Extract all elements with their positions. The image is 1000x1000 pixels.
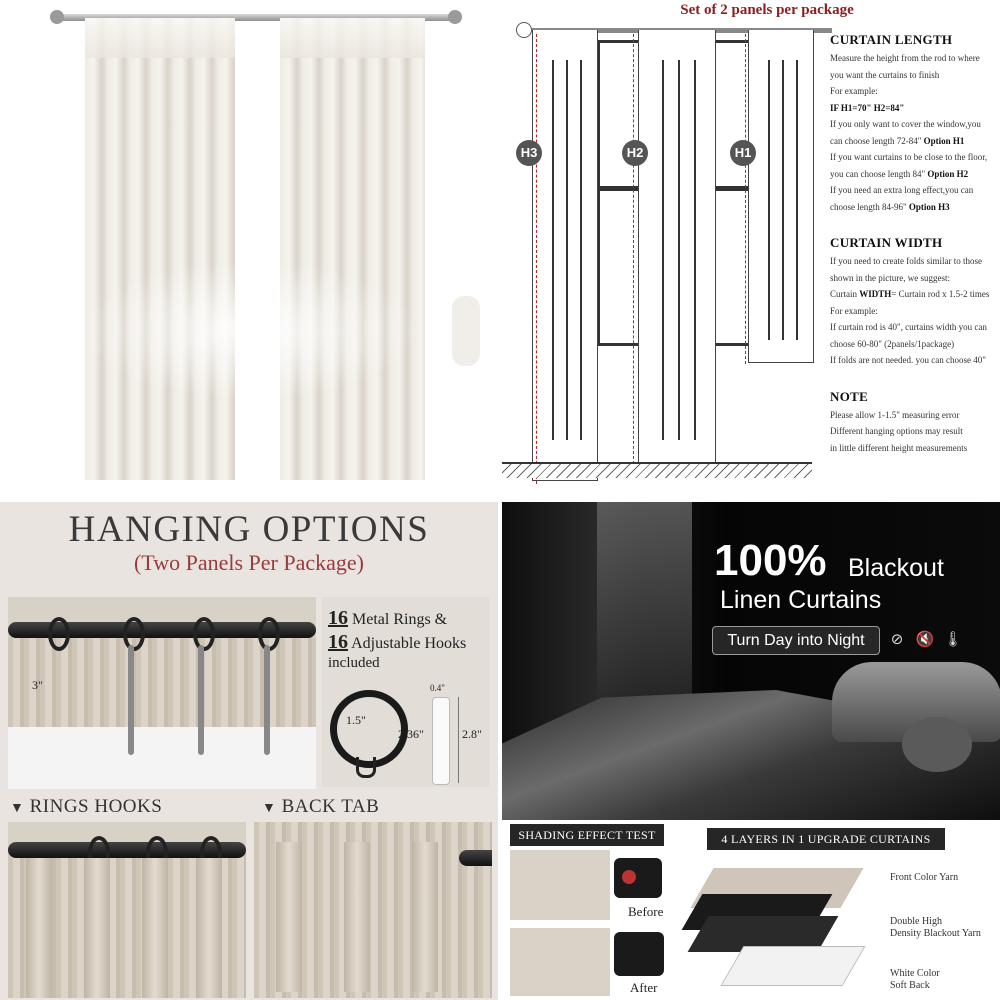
fold-line [552,60,554,440]
soft-back-layer [720,946,865,986]
rings-line [328,607,447,630]
curtain-h2 [638,30,716,463]
size-guide-text [830,30,1000,456]
measure-line-h2 [633,34,634,464]
fold-line [678,60,680,440]
measure-line-h1 [745,34,746,364]
pleat [344,842,370,992]
option-h3: Option H3 [908,201,950,212]
hook [264,645,270,755]
guide-line: Curtain [830,289,857,299]
size-guide-panel [502,0,1000,498]
note-heading: NOTE [830,388,869,404]
mute-icon: 🔇 [915,630,935,648]
fold-line [566,60,568,440]
guide-line: Different hanging options may result [830,426,963,436]
rings-hooks-heading [10,796,162,818]
hook-dimension-line [458,697,459,783]
guide-line: Please allow 1-1.5" measuring error [830,409,960,420]
curtain-width-heading: CURTAIN WIDTH [830,235,943,250]
pleat [84,858,110,998]
rod-finial-right [448,10,462,24]
eye-off-icon: ⊘ [890,630,904,648]
curtain-length-heading: CURTAIN LENGTH [830,32,953,47]
fold-line [782,60,784,340]
package-title: Set of 2 panels per package [680,2,854,18]
pleat [26,858,52,998]
pleat [142,858,168,998]
hooks-line [328,631,466,654]
hook-width-label: 0.4" [430,683,445,693]
window-light [597,502,692,702]
black-rod-end [459,850,492,866]
product-photo-panel [0,0,498,498]
pleat-detail-swatch [452,296,480,366]
hooks-count: 16 [328,631,348,653]
hanging-options-subtitle: (Two Panels Per Package) [133,550,364,575]
width-keyword: WIDTH [859,289,892,299]
guide-line: If curtain rod is 40", curtains width you can [830,322,987,332]
soft-back-label-1: White Color [890,968,940,979]
rings-hooks-label: RINGS HOOKS [29,796,163,817]
shading-test-heading: SHADING EFFECT TEST [510,824,664,846]
hanging-options-title: HANGING OPTIONS [68,509,430,550]
hook [128,645,134,755]
guide-line: you can choose length 84" [830,168,926,179]
hooks-text: Adjustable Hooks [351,635,467,652]
metal-ring [48,617,70,651]
triangle-marker-icon: ▼ [10,801,25,816]
hardware-info-box [322,597,490,787]
dim-3-label: 3" [32,678,43,692]
rings-text: Metal Rings & [352,611,448,628]
back-tab-photo [254,822,492,998]
soft-back-label-2: Soft Back [890,980,930,991]
hook [198,645,204,755]
back-tab-label: BACK TAB [281,796,380,817]
pleat [276,842,302,992]
rings-closeup-photo [8,597,316,789]
guide-line: Measure the height from the rod to where [830,53,980,63]
flashlight-off [614,932,664,976]
example-values: IF H1=70" H2=84" [830,102,905,113]
fold-line [694,60,696,440]
sleeping-person [902,717,972,772]
guide-line: in little different height measurements [830,442,968,453]
guide-line: shown in the picture, we suggest: [830,272,950,283]
headline-linen-curtains: Linen Curtains [720,586,882,614]
h3-badge: H3 [516,140,542,166]
thermometer-icon: 🌡 [943,630,963,648]
option-h1: Option H1 [923,135,965,146]
h1-badge: H1 [730,140,756,166]
fold-line [796,60,798,340]
guide-line: If you need an extra long effect,you can [830,185,974,195]
guide-line: can choose length 72-84" [830,135,922,146]
option-h2: Option H2 [927,168,969,179]
hook-illustration [432,697,450,785]
after-swatch [510,928,610,996]
metal-ring [193,617,215,651]
tagline-badge: Turn Day into Night [712,626,880,655]
flashlight [614,858,662,898]
rings-count: 16 [328,607,348,629]
ring-clip [356,757,376,778]
metal-ring [123,617,145,651]
floor [502,462,812,478]
fold-line [662,60,664,440]
guide-line: If you need to create folds similar to those [830,256,982,266]
guide-line: = Curtain rod x 1.5-2 times [891,289,990,299]
curtain-h1 [748,30,814,363]
double-density-label-2: Density Blackout Yarn [890,928,981,939]
h2-badge: H2 [622,140,648,166]
guide-line: choose length 84-96" [830,201,907,212]
curtain-panel-right [280,18,425,480]
triangle-marker-icon: ▼ [262,801,277,816]
guide-line: If folds are not needed. you can choose 40" [830,355,986,365]
curtain-panel-left [85,18,235,480]
blackout-panel [502,502,1000,1000]
grommet-ring [516,22,532,38]
layers-heading: 4 LAYERS IN 1 UPGRADE CURTAINS [707,828,945,850]
before-label: Before [628,904,664,919]
hook-height-label: 2.8" [462,727,482,741]
double-density-label-1: Double High [890,916,942,927]
pleat [196,858,222,998]
hanging-options-panel [0,502,498,1000]
guide-line: you want the curtains to finish [830,69,940,80]
guide-line: choose 60-80" (2panels/1package) [830,338,955,349]
curtain-h3 [532,30,598,481]
headline-percent: 100% [714,536,827,585]
rings-hooks-photo [8,822,246,998]
measure-line-h3 [536,34,537,484]
guide-line: If you only want to cover the window,you [830,119,981,129]
guide-line: If you want curtains to be close to the floor, [830,152,988,162]
front-yarn-label: Front Color Yarn [890,872,959,883]
guide-line: For example: [830,305,878,316]
rod-finial-left [50,10,64,24]
light-glare [80,260,420,400]
headline-blackout: Blackout [848,554,944,582]
fold-line [580,60,582,440]
flashlight-glow [622,870,636,884]
fold-line [768,60,770,340]
guide-line: For example: [830,86,878,96]
before-swatch [510,850,610,920]
pleat [412,842,438,992]
ring-diameter-label: 1.5" [346,713,366,727]
after-label: After [630,980,658,995]
back-tab-heading [262,796,379,818]
ring-height-label: 2.36" [398,727,424,741]
included-text: included [328,655,380,671]
